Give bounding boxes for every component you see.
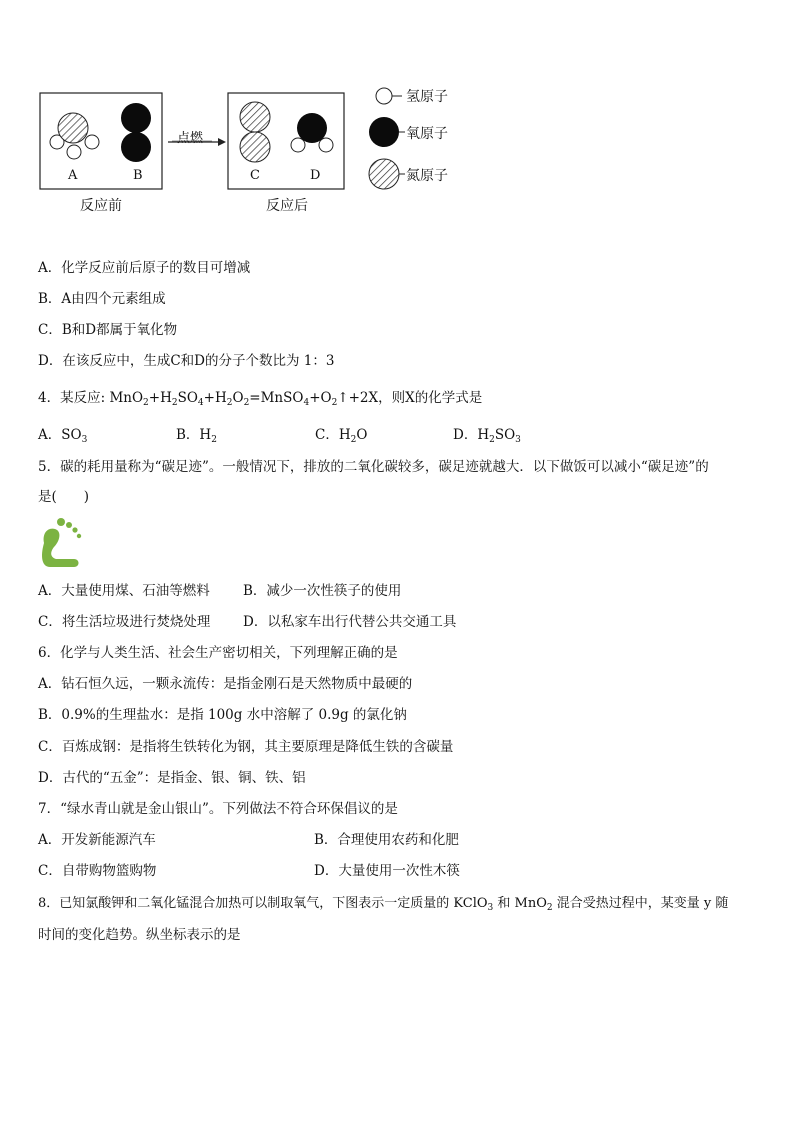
q4-equation: $MnO_2+H_2SO_4+H_2O_2=MnSO_4+O_2↑+2X$ (109, 390, 379, 408)
footprint-co2-icon (38, 517, 84, 569)
q4-stem-prefix: 4．某反应: (38, 390, 110, 406)
q5-option-d: D．以私家车出行代替公共交通工具 (243, 614, 457, 630)
q4-option-c: C．$H_2O$ (315, 427, 368, 445)
q5-option-c: C．将生活垃圾进行焚烧处理 (38, 614, 211, 630)
q4-option-a: A．$SO_3$ (38, 427, 88, 445)
label-a: A (68, 168, 78, 183)
q3-option-d: D．在该反应中，生成C和D的分子个数比为 1：3 (38, 353, 335, 369)
q6-option-d: D．古代的“五金”：是指金、银、铜、铁、铝 (38, 770, 306, 786)
label-c: C (250, 168, 260, 183)
q4-option-b: B．$H_2$ (176, 427, 217, 445)
footprint-co2-text: CO2 (55, 551, 78, 562)
q8-stem-line2: 时间的变化趋势。纵坐标表示的是 (38, 927, 241, 943)
q8-stem-line1: 8．已知氯酸钾和二氧化锰混合加热可以制取氧气，下图表示一定质量的 KClO$_3$ 和 MnO$_2$ 混合受热过程中，某变量 y 随 (38, 896, 729, 913)
label-b: B (133, 168, 143, 183)
molecule-b (121, 103, 151, 162)
label-d: D (310, 168, 321, 183)
q5-option-a: A．大量使用煤、石油等燃料 (38, 583, 210, 599)
q3-option-a: A．化学反应前后原子的数目可增减 (38, 260, 251, 276)
legend-hydrogen-atom (376, 88, 392, 104)
q7-option-b: B．合理使用农药和化肥 (314, 832, 459, 848)
q7-option-a: A．开发新能源汽车 (38, 832, 156, 848)
q6-option-c: C．百炼成钢：是指将生铁转化为钢，其主要原理是降低生铁的含碳量 (38, 739, 454, 755)
q6-option-b: B．0.9%的生理盐水：是指 100g 水中溶解了 0.9g 的氯化钠 (38, 707, 407, 723)
q7-option-c: C．自带购物篮购物 (38, 863, 157, 879)
q4-stem (38, 389, 482, 407)
arrow-label: 点燃 (177, 131, 204, 146)
legend-nitrogen-label: 氮原子 (406, 168, 448, 184)
q6-option-a: A．钻石恒久远，一颗永流传：是指金刚石是天然物质中最硬的 (38, 676, 413, 692)
molecule-a (50, 113, 99, 159)
q5-stem-line1: 5．碳的耗用量称为“碳足迹”。一般情况下，排放的二氧化碳较多，碳足迹就越大．以下做饭可以减小“碳足迹”的 (38, 459, 709, 475)
molecule-c (240, 102, 270, 162)
q7-stem: 7．“绿水青山就是金山银山”。下列做法不符合环保倡议的是 (38, 801, 398, 817)
q6-stem: 6．化学与人类生活、社会生产密切相关，下列理解正确的是 (38, 645, 398, 661)
q4-option-d: D．$H_2SO_3$ (453, 427, 521, 445)
before-caption: 反应前 (80, 198, 122, 214)
legend-oxygen-label: 氧原子 (406, 126, 448, 142)
q4-stem-suffix: ，则X的化学式是 (378, 390, 483, 406)
q3-option-c: C．B和D都属于氧化物 (38, 322, 178, 338)
q5-stem-line2: 是( ) (38, 489, 90, 505)
legend-hydrogen-label: 氢原子 (406, 89, 448, 105)
q7-option-d: D．大量使用一次性木筷 (314, 863, 460, 879)
legend-oxygen-atom (369, 117, 399, 147)
molecule-d (291, 113, 333, 152)
q5-option-b: B．减少一次性筷子的使用 (243, 583, 402, 599)
legend-nitrogen-atom (369, 159, 399, 189)
q3-option-b: B．A由四个元素组成 (38, 291, 166, 307)
after-caption: 反应后 (266, 198, 308, 214)
